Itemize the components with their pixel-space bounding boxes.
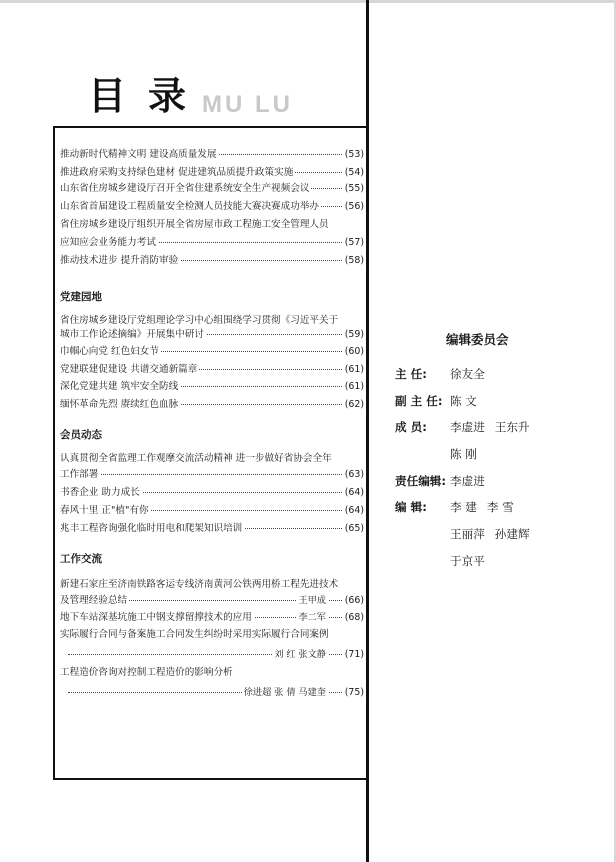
editorial-board-title: 编辑委员会 — [446, 332, 509, 347]
toc-entry[interactable] — [60, 577, 364, 593]
toc-entry-page: (63) — [342, 467, 364, 483]
toc-entry-title: 兆丰工程咨询强化临时用电和爬架知识培训 — [60, 521, 244, 537]
toc-entry-title: 新建石家庄至济南铁路客运专线济南黄河公铁两用桥工程先进技术 — [60, 577, 340, 593]
editorial-role: 主 任: — [395, 367, 427, 381]
toc-entry-title: 巾帼心向党 红色妇女节 — [60, 344, 161, 360]
toc-entry[interactable] — [60, 685, 364, 701]
toc-entry-page: (57) — [342, 235, 364, 251]
toc-entry[interactable] — [60, 199, 364, 215]
toc-section-heading: 党建园地 — [60, 291, 102, 303]
toc-section-heading: 工作交流 — [60, 553, 102, 565]
toc-entry-title: 推进政府采购支持绿色建材 促进建筑品质提升政策实施 — [60, 165, 295, 181]
toc-entry-page: (58) — [342, 253, 364, 269]
toc-entry-title: 工作部署 — [60, 467, 100, 483]
toc-entry-page: (64) — [342, 503, 364, 519]
toc-entry[interactable] — [60, 610, 364, 626]
toc-entry-title: 推动新时代精神文明 建设高质量发展 — [60, 147, 219, 163]
toc-entry-page: (54) — [342, 165, 364, 181]
toc-entry[interactable] — [60, 627, 364, 643]
editorial-names — [450, 443, 487, 465]
toc-entry-title: 认真贯彻全省监理工作观摩交流活动精神 进一步做好省协会全年 — [60, 451, 334, 467]
toc-entry-title: 缅怀革命先烈 赓续红色血脉 — [60, 397, 180, 413]
toc-entry-title: 春风十里 正"植"有你 — [60, 503, 151, 519]
toc-entry-title: 省住房城乡建设厅党组理论学习中心组围绕学习贯彻《习近平关于 — [60, 313, 340, 329]
editorial-names — [450, 496, 524, 518]
leader-dots — [60, 474, 364, 475]
editor-name: 李 雪 — [486, 500, 514, 514]
toc-entry[interactable] — [60, 217, 364, 233]
toc-entry-title: 实际履行合同与备案施工合同发生纠纷时采用实际履行合同案例 — [60, 627, 331, 643]
toc-entry-page: (75) — [342, 685, 364, 701]
toc-entry[interactable] — [60, 379, 364, 395]
toc-entry[interactable] — [60, 521, 364, 537]
toc-entry[interactable] — [60, 165, 364, 181]
toc-entry-page: (61) — [342, 379, 364, 395]
toc-entry-page: (55) — [342, 181, 364, 197]
toc-entry-title: 省住房城乡建设厅组织开展全省房屋市政工程施工安全管理人员 — [60, 217, 331, 233]
editorial-role: 副 主 任: — [395, 394, 443, 408]
toc-entry-title: 推动技术进步 提升消防审验 — [60, 253, 180, 269]
toc-entry-page: (66) — [342, 593, 364, 609]
editorial-names — [450, 470, 495, 492]
toc-entry-page: (60) — [342, 344, 364, 360]
toc-entry-title: 党建联建促建设 共谱交通新篇章 — [60, 362, 199, 378]
toc-entry-title: 工程造价咨询对控制工程造价的影响分析 — [60, 665, 235, 681]
column-divider — [366, 0, 369, 862]
editorial-names — [450, 550, 495, 572]
editor-name: 李虚进 — [450, 420, 485, 434]
toc-entry[interactable] — [60, 147, 364, 163]
editorial-names — [450, 523, 540, 545]
title-pinyin: MU LU — [202, 91, 293, 118]
page-top-border — [0, 0, 616, 3]
table-of-contents — [53, 126, 366, 780]
editorial-role: 责任编辑: — [395, 474, 447, 488]
title-chinese: 目录 — [88, 74, 209, 118]
toc-entry-author: 徐进超 张 倩 马建奎 — [242, 685, 328, 701]
editorial-names — [450, 390, 487, 412]
editor-name: 陈 文 — [450, 394, 477, 408]
toc-entry-title: 山东省住房城乡建设厅召开全省住建系统安全生产视频会议 — [60, 181, 311, 197]
toc-entry-page: (64) — [342, 485, 364, 501]
toc-entry-page: (56) — [342, 199, 364, 215]
toc-entry-title: 及管理经验总结 — [60, 593, 129, 609]
editor-name: 孙建辉 — [494, 527, 530, 541]
toc-entry-title: 深化党建共建 筑牢安全防线 — [60, 379, 180, 395]
toc-entry-page: (71) — [342, 647, 364, 663]
toc-entry-author: 刘 红 张文静 — [272, 647, 328, 663]
toc-entry-title: 应知应会业务能力考试 — [60, 235, 158, 251]
toc-entry[interactable] — [60, 665, 364, 681]
editor-name: 陈 刚 — [450, 447, 477, 461]
toc-entry[interactable] — [60, 253, 364, 269]
toc-entry-title: 地下车站深基坑施工中钢支撑留撑技术的应用 — [60, 610, 254, 626]
toc-entry-author: 李二军 — [296, 610, 328, 626]
toc-entry[interactable] — [60, 647, 364, 663]
editor-name: 王丽萍 — [450, 527, 485, 541]
toc-entry[interactable] — [60, 503, 364, 519]
editor-name: 李虚进 — [450, 474, 485, 488]
toc-entry-page: (53) — [342, 147, 364, 163]
editor-name: 于京平 — [450, 554, 485, 568]
editor-name: 王东升 — [494, 420, 530, 434]
toc-entry[interactable] — [60, 485, 364, 501]
toc-entry-title: 书香企业 助力成长 — [60, 485, 142, 501]
editorial-role: 成 员: — [395, 420, 427, 434]
toc-entry-page: (65) — [342, 521, 364, 537]
toc-entry[interactable] — [60, 397, 364, 413]
toc-entry[interactable] — [60, 344, 364, 360]
editor-name: 李 建 — [450, 500, 477, 514]
toc-entry[interactable] — [60, 593, 364, 609]
toc-entry-page: (61) — [342, 362, 364, 378]
toc-entry[interactable] — [60, 467, 364, 483]
editorial-role: 编 辑: — [395, 500, 427, 514]
toc-section-heading: 会员动态 — [60, 429, 102, 441]
editor-name: 徐友全 — [450, 367, 485, 381]
toc-entry-title: 城市工作论述摘编》开展集中研讨 — [60, 327, 206, 343]
editorial-names — [450, 416, 540, 438]
toc-list — [55, 128, 366, 778]
toc-entry-page: (68) — [342, 610, 364, 626]
toc-entry-page: (62) — [342, 397, 364, 413]
toc-entry[interactable] — [60, 235, 364, 251]
toc-entry[interactable] — [60, 181, 364, 197]
editorial-names — [450, 363, 495, 385]
toc-entry[interactable] — [60, 327, 364, 343]
toc-entry-author: 王甲成 — [296, 593, 328, 609]
toc-entry-page: (59) — [342, 327, 364, 343]
toc-entry[interactable] — [60, 451, 364, 467]
toc-entry[interactable] — [60, 362, 364, 378]
toc-entry-title: 山东省首届建设工程质量安全检测人员技能大赛决赛成功举办 — [60, 199, 321, 215]
